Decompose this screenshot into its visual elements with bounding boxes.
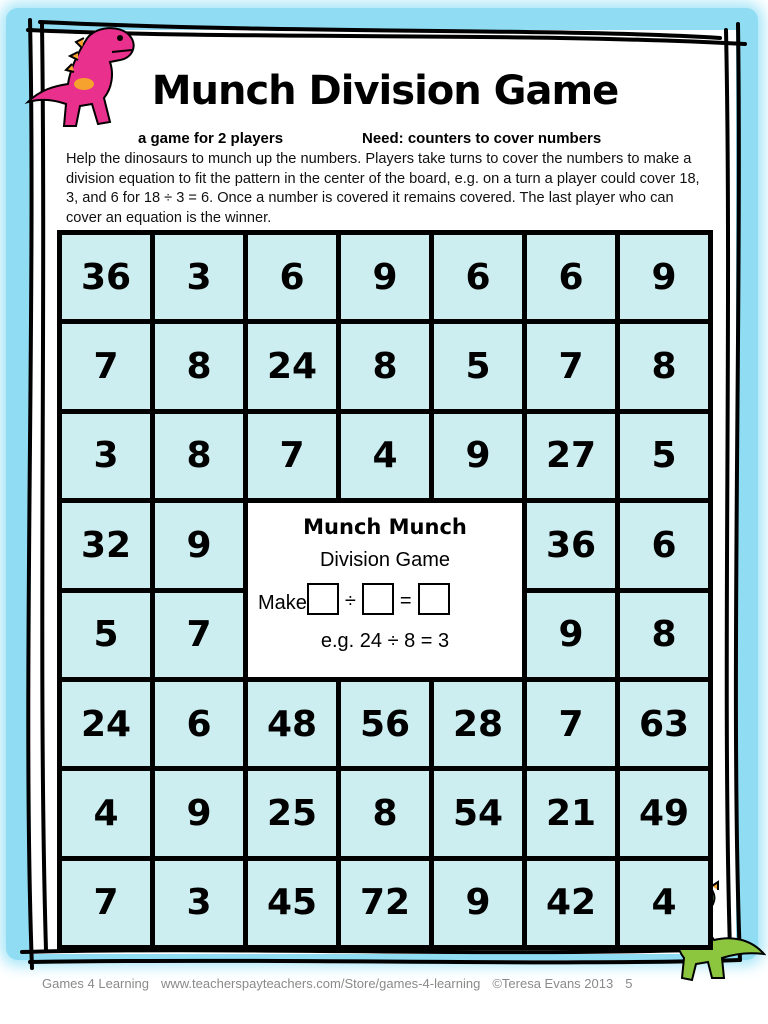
board-cell[interactable]: 49 [620, 771, 708, 855]
board-cell[interactable]: 5 [620, 414, 708, 498]
board-cell[interactable]: 9 [434, 414, 522, 498]
materials-note: Need: counters to cover numbers [362, 130, 602, 147]
example-equation: e.g. 24 ÷ 8 = 3 [320, 630, 450, 653]
board-cell[interactable]: 63 [620, 682, 708, 766]
board-cell[interactable]: 9 [620, 235, 708, 319]
board-cell[interactable]: 6 [527, 235, 615, 319]
board-cell[interactable]: 7 [62, 324, 150, 408]
divisor-box [362, 583, 394, 615]
board-cell[interactable]: 9 [434, 861, 522, 945]
board-cell[interactable]: 8 [155, 414, 243, 498]
board-cell[interactable]: 5 [434, 324, 522, 408]
instructions-text: Help the dinosaurs to munch up the numbers. Players take turns to cover the numbers to make a division equation to fit the pattern in the center of the board, e.g. on a turn a player could cover 18, 3, and 6 for 18 ÷ 3 = 6. Once a number is covered it remains covered. The last player who can cover an equation is the winner. [66, 151, 700, 226]
make-label: Make [258, 592, 307, 615]
board-cell[interactable]: 25 [248, 771, 336, 855]
board-cell[interactable]: 8 [341, 324, 429, 408]
subline [66, 130, 706, 150]
footer-copyright: ©Teresa Evans 2013 [492, 976, 614, 991]
equals-sign: = [399, 590, 412, 613]
game-board [57, 230, 713, 950]
board-cell[interactable]: 28 [434, 682, 522, 766]
board-cell[interactable]: 24 [62, 682, 150, 766]
board-cell[interactable]: 8 [620, 593, 708, 677]
divide-sign: ÷ [344, 590, 356, 613]
board-cell[interactable]: 9 [155, 771, 243, 855]
board-cell[interactable]: 8 [620, 324, 708, 408]
center-subtitle: Division Game [319, 549, 451, 572]
board-cell[interactable]: 36 [527, 503, 615, 587]
board-cell[interactable]: 6 [155, 682, 243, 766]
board-cell[interactable]: 9 [155, 503, 243, 587]
board-cell[interactable]: 9 [341, 235, 429, 319]
page-title: Munch Division Game [151, 68, 619, 114]
board-cell[interactable]: 3 [155, 235, 243, 319]
board-cell[interactable]: 72 [341, 861, 429, 945]
board-cell[interactable]: 27 [527, 414, 615, 498]
board-cell[interactable]: 7 [527, 682, 615, 766]
board-cell[interactable]: 24 [248, 324, 336, 408]
board-cell[interactable]: 56 [341, 682, 429, 766]
board-cell[interactable]: 7 [62, 861, 150, 945]
board-cell[interactable]: 9 [527, 593, 615, 677]
board-cell[interactable]: 48 [248, 682, 336, 766]
board-cell[interactable]: 8 [341, 771, 429, 855]
page-footer [42, 976, 732, 991]
footer-url[interactable]: www.teacherspayteachers.com/Store/games-4-learning [160, 976, 481, 991]
board-cell[interactable]: 54 [434, 771, 522, 855]
board-cell[interactable]: 6 [434, 235, 522, 319]
board-cell[interactable]: 3 [62, 414, 150, 498]
quotient-box [418, 583, 450, 615]
pink-dinosaur-icon [24, 18, 144, 138]
board-cell[interactable]: 36 [62, 235, 150, 319]
footer-page-number: 5 [625, 976, 633, 991]
center-title: Munch Munch [303, 515, 467, 540]
board-cell[interactable]: 7 [248, 414, 336, 498]
board-cell[interactable]: 4 [620, 861, 708, 945]
board-cell[interactable]: 32 [62, 503, 150, 587]
board-cell[interactable]: 4 [341, 414, 429, 498]
footer-brand: Games 4 Learning [42, 976, 149, 991]
dividend-box [307, 583, 339, 615]
board-cell[interactable]: 6 [248, 235, 336, 319]
board-cell[interactable]: 3 [155, 861, 243, 945]
equation-pattern [258, 579, 450, 615]
board-cell[interactable]: 7 [527, 324, 615, 408]
board-cell[interactable]: 5 [62, 593, 150, 677]
players-note: a game for 2 players [138, 130, 284, 147]
board-cell[interactable]: 7 [155, 593, 243, 677]
board-cell[interactable]: 21 [527, 771, 615, 855]
center-panel [248, 503, 522, 677]
board-cell[interactable]: 45 [248, 861, 336, 945]
board-cell[interactable]: 4 [62, 771, 150, 855]
board-cell[interactable]: 8 [155, 324, 243, 408]
board-cell[interactable]: 42 [527, 861, 615, 945]
board-cell[interactable]: 6 [620, 503, 708, 587]
